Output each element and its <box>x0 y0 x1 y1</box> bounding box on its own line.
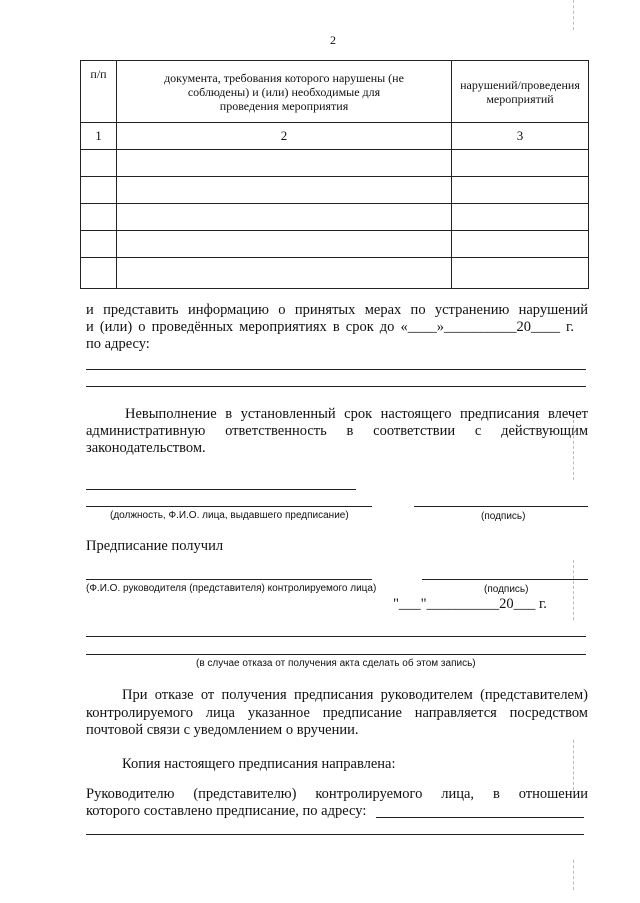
table-header-row <box>81 61 589 123</box>
binder-mark <box>573 560 574 620</box>
table-row[interactable] <box>81 150 589 177</box>
table-numbering-row <box>81 123 589 150</box>
binder-mark <box>573 0 574 30</box>
violations-table <box>80 60 589 289</box>
refusal-caption: (в случае отказа от получения акта сделать об этом запись) <box>196 658 476 669</box>
page-number: 2 <box>330 33 336 47</box>
binder-mark <box>573 420 574 480</box>
header-number: п/п <box>81 61 117 123</box>
column-number-1: 1 <box>81 123 117 150</box>
table-row[interactable] <box>81 231 589 258</box>
copy-line-2: которого составлено предписание, по адресу: <box>86 803 367 819</box>
header-document: документа, требования которого нарушены (не соблюдены) и (или) необходимые для проведения мероприятия <box>117 61 452 123</box>
issuer-caption: (должность, Ф.И.О. лица, выдавшего предписание) <box>110 510 349 521</box>
refusal-paragraph-line-3: почтовой связи с уведомлением о вручении. <box>86 722 359 738</box>
received-label: Предписание получил <box>86 538 224 554</box>
table-row[interactable] <box>81 177 589 204</box>
receiver-signature-line[interactable] <box>422 579 588 580</box>
copy-line-1: Руководителю (представителю) контролируемого лица, в отношении <box>86 786 588 802</box>
liability-line-1: Невыполнение в установленный срок настоящего предписания влечет <box>125 406 588 422</box>
address-line-2[interactable] <box>86 386 586 387</box>
copy-label: Копия настоящего предписания направлена: <box>122 756 396 772</box>
receiver-caption: (Ф.И.О. руководителя (представителя) контролируемого лица) <box>86 583 377 594</box>
binder-mark <box>573 740 574 790</box>
address-line-1[interactable] <box>86 369 586 370</box>
refusal-paragraph-line-1: При отказе от получения предписания руководителем (представителем) <box>122 687 588 703</box>
receiver-signature-caption: (подпись) <box>484 584 529 595</box>
table-row[interactable] <box>81 258 589 289</box>
date-line[interactable]: "___"__________20___ г. <box>393 596 547 612</box>
receiver-name-line[interactable] <box>86 579 372 580</box>
binder-mark <box>573 860 574 890</box>
refusal-line-2[interactable] <box>86 654 586 655</box>
copy-address-line-2[interactable] <box>86 834 584 835</box>
header-violations: нарушений/проведения мероприятий <box>452 61 589 123</box>
column-number-3: 3 <box>452 123 589 150</box>
submit-line-1: и представить информацию о принятых мерах по устранению нарушений <box>86 302 588 318</box>
submit-line-3: по адресу: <box>86 336 150 352</box>
refusal-line-1[interactable] <box>86 636 586 637</box>
column-number-2: 2 <box>117 123 452 150</box>
liability-line-2: административную ответственность в соответствии с действующим <box>86 423 588 439</box>
submit-line-2: и (или) о проведённых мероприятиях в срок до «____»__________20____ г. <box>86 319 574 335</box>
liability-line-3: законодательством. <box>86 440 206 456</box>
table-row[interactable] <box>81 204 589 231</box>
issuer-line-2[interactable] <box>86 506 372 507</box>
issuer-line-1[interactable] <box>86 489 356 490</box>
copy-address-line[interactable] <box>376 817 584 818</box>
issuer-signature-line[interactable] <box>414 506 588 507</box>
signature-caption: (подпись) <box>481 511 526 522</box>
refusal-paragraph-line-2: контролируемого лица указанное предписание направляется посредством <box>86 705 588 721</box>
